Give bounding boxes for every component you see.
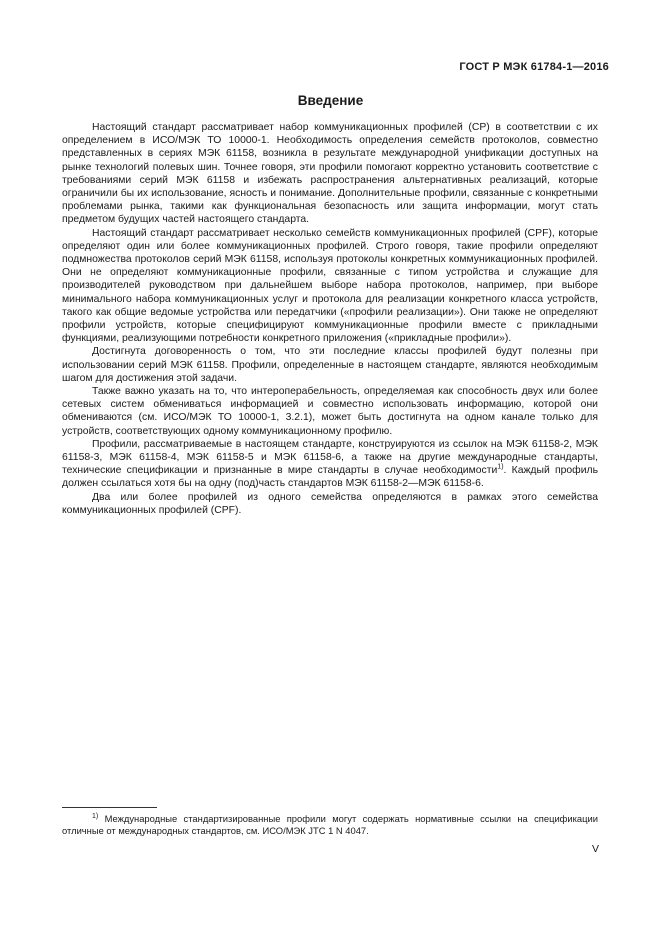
paragraph-4: Также важно указать на то, что интероперабельность, определяемая как способность двух или более сетевых систем обмениваться информацией и совместно использовать информацию, которой они обмениваются (см. ИСО/МЭК ТО 10000-1, 3.2.1), может быть достигнута на одном канале только для устройств, соответствующих одному коммуникационному профилю. <box>62 386 598 437</box>
document-header: ГОСТ Р МЭК 61784-1—2016 <box>459 61 609 73</box>
paragraph-2: Настоящий стандарт рассматривает несколько семейств коммуникационных профилей (CPF), которые определяют один или более коммуникационных профилей. Строго говоря, такие профили определяют подмножества протоколов серий МЭК 61158, используя протоколы конкретных коммуникационных профилей. Они не определяют коммуникационные профили, связанные с типом устройства и служащие для производителей руководством при дальнейшем выборе набора протоколов, например, при выборе минимального набора коммуникационных услуг и протокола для реализации конкретного класса устройств, такого как общие ведомые устройства или передатчики («профили реализации»). Они также не определяют профили устройств, которые специфицируют коммуникационные профили вместе с прикладными функциями, реализующими потребности конкретного приложения («прикладные профили»). <box>62 227 598 345</box>
footnote <box>62 813 598 838</box>
footnote-separator <box>62 807 157 808</box>
footnote-marker: 1) <box>92 812 99 820</box>
paragraph-5-text-after: . Каждый профиль должен ссылаться хотя бы на одну (под)часть стандартов МЭК 61158-2—МЭК 61158-6. <box>62 465 598 490</box>
paragraph-1: Настоящий стандарт рассматривает набор коммуникационных профилей (CP) в соответствии с их определением в ИСО/МЭК ТО 10000-1. Необходимость определения семейств протоколов, совместно представленных в сериях МЭК 61158, возникла в результате международной унификации доступных на рынке технологий полевых шин. Точнее говоря, эти профили помогают корректно установить соответствие с требованиями серий МЭК 61158 и избежать распространения альтернативных реализаций, которые ограничили бы их использование, ясность и понимание. Дополнительные профили, связанные с конкретными проблемами рынка, такими как функциональная безопасность или защита информации, могут стать предметом будущих частей настоящего стандарта. <box>62 122 598 226</box>
paragraph-6: Два или более профилей из одного семейства определяются в рамках этого семейства коммуникационных профилей (CPF). <box>62 491 598 516</box>
paragraph-5 <box>62 438 598 491</box>
body-text <box>62 121 598 517</box>
footnote-text: Международные стандартизированные профили могут содержать нормативные ссылки на спецификации отличные от международных стандартов, см. ИСО/МЭК JTC 1 N 4047. <box>62 813 598 837</box>
paragraph-5-text-before: Профили, рассматриваемые в настоящем стандарте, конструируются из ссылок на МЭК 61158-2, МЭК 61158-3, МЭК 61158-4, МЭК 61158-5 и МЭК 61158-6, а также на другие международные стандарты, технические спецификации и признанные в мире стандарты в случае необходимости <box>62 438 598 477</box>
paragraph-3: Достигнута договоренность о том, что эти последние классы профилей будут полезны при использовании серий МЭК 61158. Профили, определенные в настоящем стандарте, являются необходимым шагом для достижения этой задачи. <box>62 346 598 384</box>
footnote-reference[interactable]: 1) <box>497 463 504 471</box>
section-title: Введение <box>297 93 364 108</box>
page-number: V <box>591 843 599 855</box>
